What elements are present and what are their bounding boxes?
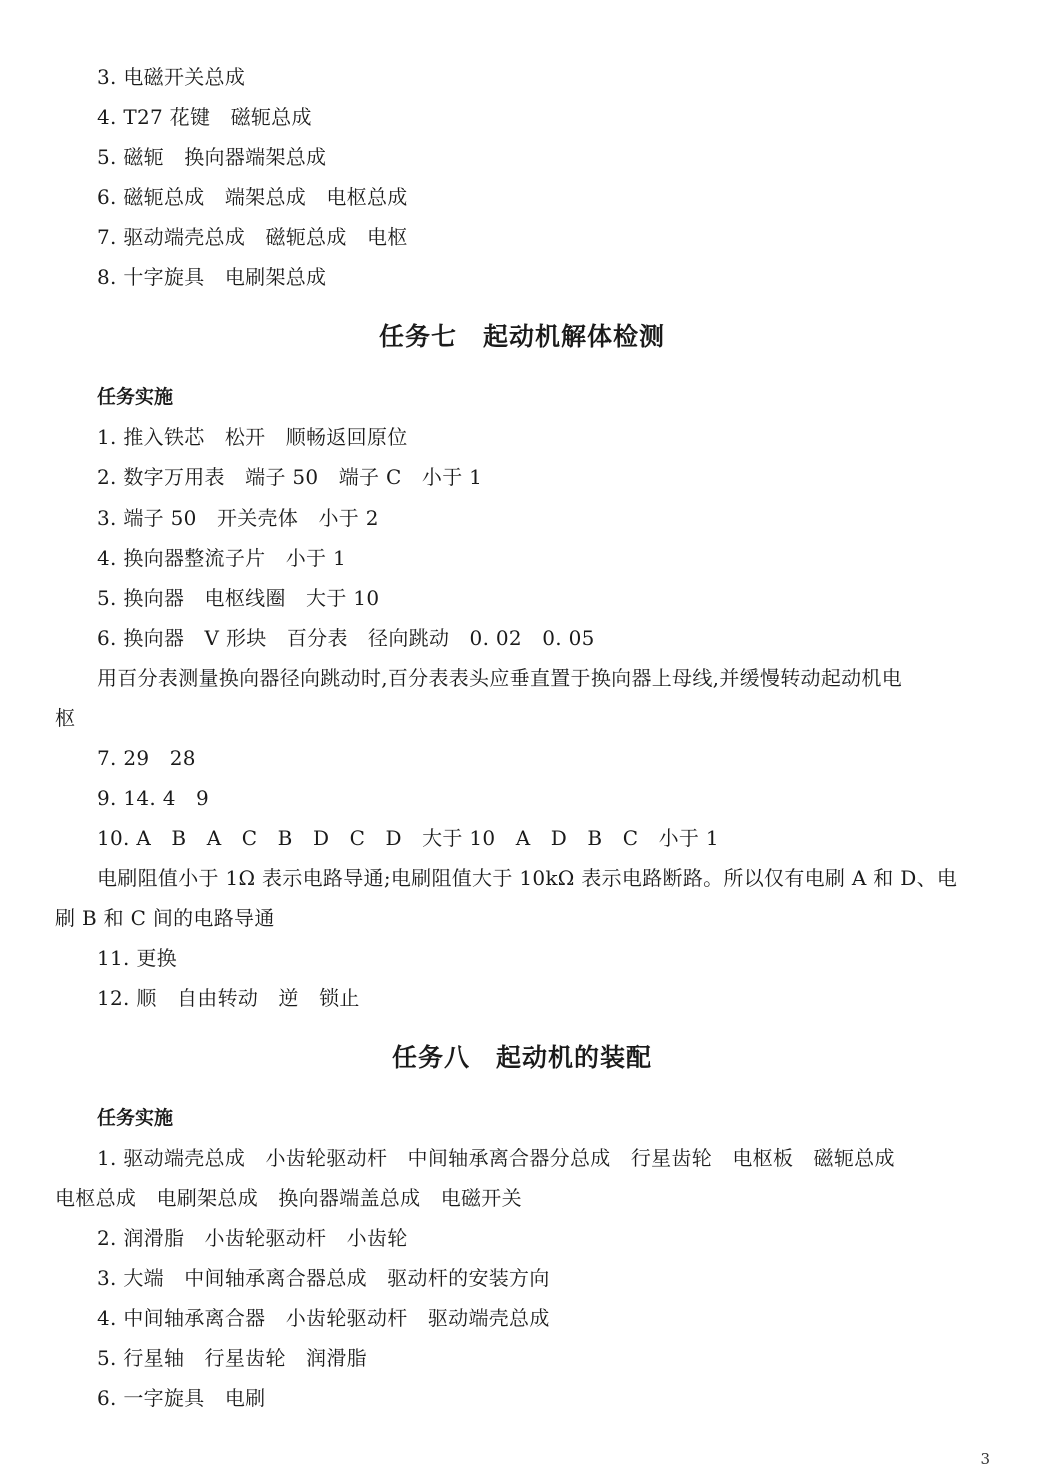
list-item: 2. 润滑脂 小齿轮驱动杆 小齿轮 xyxy=(97,1226,408,1250)
list-item: 7. 驱动端壳总成 磁轭总成 电枢 xyxy=(97,225,408,249)
list-item: 5. 行星轴 行星齿轮 润滑脂 xyxy=(97,1346,367,1370)
list-item: 4. 换向器整流子片 小于 1 xyxy=(97,546,347,570)
list-item: 8. 十字旋具 电刷架总成 xyxy=(97,265,327,289)
list-item: 4. T27 花键 磁轭总成 xyxy=(97,105,312,129)
note-paragraph-line: 刷 B 和 C 间的电路导通 xyxy=(55,906,275,930)
list-item: 6. 换向器 V 形块 百分表 径向跳动 0. 02 0. 05 xyxy=(97,626,595,650)
list-item: 3. 端子 50 开关壳体 小于 2 xyxy=(97,506,379,530)
note-paragraph-line: 枢 xyxy=(55,706,76,730)
section-heading-task7: 任务七 起动机解体检测 xyxy=(378,322,665,351)
list-item: 5. 磁轭 换向器端架总成 xyxy=(97,145,327,169)
page-number: 3 xyxy=(980,1450,990,1468)
subheading-task8: 任务实施 xyxy=(97,1107,174,1129)
list-item: 2. 数字万用表 端子 50 端子 C 小于 1 xyxy=(97,465,483,489)
subheading-task7: 任务实施 xyxy=(97,386,174,408)
list-item-continuation: 电枢总成 电刷架总成 换向器端盖总成 电磁开关 xyxy=(55,1186,522,1210)
list-item: 10. A B A C B D C D 大于 10 A D B C 小于 1 xyxy=(97,826,719,850)
note-paragraph-line: 用百分表测量换向器径向跳动时,百分表表头应垂直置于换向器上母线,并缓慢转动起动机电 xyxy=(97,666,903,690)
list-item: 6. 磁轭总成 端架总成 电枢总成 xyxy=(97,185,408,209)
list-item: 9. 14. 4 9 xyxy=(97,786,210,810)
list-item: 12. 顺 自由转动 逆 锁止 xyxy=(97,986,360,1010)
list-item: 6. 一字旋具 电刷 xyxy=(97,1386,266,1410)
note-paragraph-line: 电刷阻值小于 1Ω 表示电路导通;电刷阻值大于 10kΩ 表示电路断路。所以仅有电刷 A 和 D、电 xyxy=(97,866,958,890)
list-item: 3. 电磁开关总成 xyxy=(97,65,246,89)
list-item: 11. 更换 xyxy=(97,946,177,970)
list-item: 4. 中间轴承离合器 小齿轮驱动杆 驱动端壳总成 xyxy=(97,1306,550,1330)
list-item: 7. 29 28 xyxy=(97,746,196,770)
list-item: 5. 换向器 电枢线圈 大于 10 xyxy=(97,586,380,610)
list-item: 1. 驱动端壳总成 小齿轮驱动杆 中间轴承离合器分总成 行星齿轮 电枢板 磁轭总成 xyxy=(97,1146,895,1170)
list-item: 3. 大端 中间轴承离合器总成 驱动杆的安装方向 xyxy=(97,1266,550,1290)
list-item: 1. 推入铁芯 松开 顺畅返回原位 xyxy=(97,425,408,449)
section-heading-task8: 任务八 起动机的装配 xyxy=(391,1043,652,1072)
